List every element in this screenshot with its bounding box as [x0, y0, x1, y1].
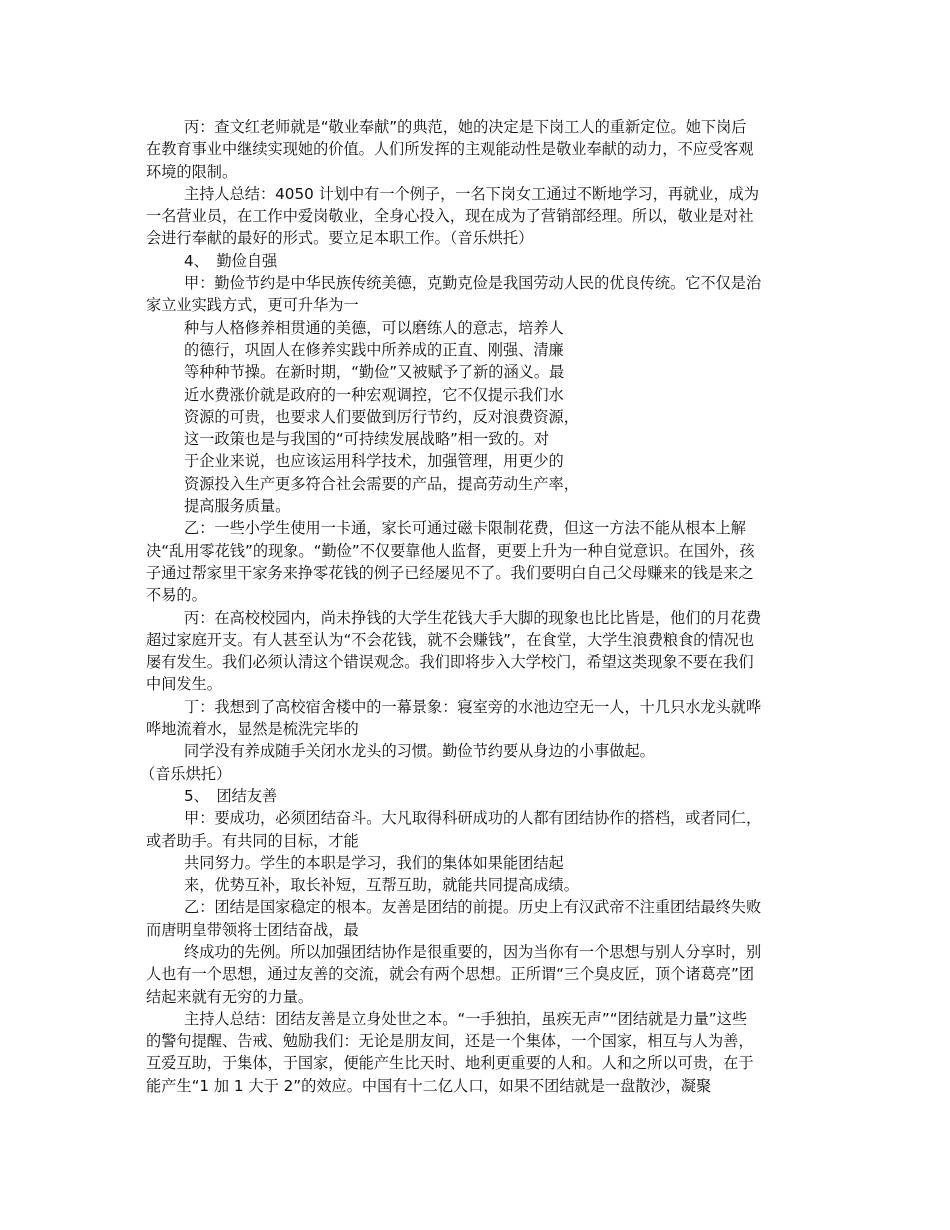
text-line: 能产生“1 加 1 大于 2”的效应。中国有十二亿人口，如果不团结就是一盘散沙，凝聚 — [146, 1076, 712, 1095]
text-line: 在教育事业中继续实现她的价值。人们所发挥的主观能动性是敬业奉献的动力，不应受客观 — [146, 140, 754, 159]
text-line: 丙：查文红老师就是“敬业奉献”的典范，她的决定是下岗工人的重新定位。她下岗后 — [184, 118, 747, 136]
text-line: 丙：在高校校园内，尚未挣钱的大学生花钱大手大脚的现象也比比皆是，他们的月花费 — [184, 608, 762, 627]
text-line: 提高服务质量。 — [184, 497, 291, 516]
text-line: 等种种节操。在新时期，“勤俭”又被赋予了新的涵义。最 — [184, 363, 565, 382]
text-line: 甲：要成功，必须团结奋斗。大凡取得科研成功的人都有团结协作的搭档，或者同仁， — [184, 809, 762, 828]
text-line: 家立业实践方式，更可升华为一 — [146, 296, 359, 315]
text-line: 哗地流着水，显然是梳洗完毕的 — [146, 720, 359, 739]
text-line: 乙：团结是国家稳定的根本。友善是团结的前提。历史上有汉武帝不注重团结最终失败 — [184, 898, 762, 917]
text-line: 中间发生。 — [146, 675, 222, 694]
text-line: 乙：一些小学生使用一卡通，家长可通过磁卡限制花费，但这一方法不能从根本上解 — [184, 519, 746, 538]
text-line: 而唐明皇带领将士团结奋战，最 — [146, 920, 359, 939]
text-line: 会进行奉献的最好的形式。要立足本职工作。（音乐烘托） — [146, 229, 534, 248]
text-line: 这一政策也是与我国的“可持续发展战略”相一致的。对 — [184, 430, 550, 449]
text-line: 互爱互助，于集体，于国家，便能产生比天时、地利更重要的人和。人和之所以可贵，在于 — [146, 1054, 754, 1073]
text-line: 屡有发生。我们必须认清这个错误观念。我们即将步入大学校门，希望这类现象不要在我们 — [146, 653, 754, 672]
text-line: 于企业来说，也应该运用科学技术，加强管理，用更少的 — [184, 452, 564, 471]
text-line: 5、 团结友善 — [184, 786, 278, 805]
text-line: 的警句提醒、告戒、勉励我们：无论是朋友间，还是一个集体，一个国家，相互与人为善， — [146, 1032, 754, 1051]
text-line: 共同努力。学生的本职是学习，我们的集体如果能团结起 — [184, 853, 564, 872]
text-line: 决“乱用零花钱”的现象。“勤俭”不仅要靠他人监督，更要上升为一种自觉意识。在国外，孩 — [146, 541, 755, 560]
text-line: 超过家庭开支。有人甚至认为“不会花钱，就不会赚钱”，在食堂，大学生浪费粮食的情况也 — [146, 630, 755, 649]
text-line: 近水费涨价就是政府的一种宏观调控，它不仅提示我们水 — [184, 385, 564, 404]
text-line: 主持人总结：团结友善是立身处世之本。“一手独拍，虽疾无声”“团结就是力量”这些 — [184, 1009, 748, 1028]
text-line: 终成功的先例。所以加强团结协作是很重要的，因为当你有一个思想与别人分享时，别 — [184, 942, 762, 961]
document-page — [140, 116, 810, 1097]
text-line: 丁：我想到了高校宿舍楼中的一幕景象：寝室旁的水池边空无一人，十几只水龙头就哗 — [184, 697, 762, 716]
text-line: 一名营业员，在工作中爱岗敬业，全身心投入，现在成为了营销部经理。所以，敬业是对社 — [146, 207, 754, 226]
text-line: 甲：勤俭节约是中华民族传统美德，克勤克俭是我国劳动人民的优良传统。它不仅是治 — [184, 274, 762, 293]
text-line: 资源的可贵，也要求人们要做到厉行节约，反对浪费资源， — [184, 407, 579, 426]
text-line: （音乐烘托） — [140, 764, 232, 783]
text-line: 结起来就有无穷的力量。 — [146, 987, 314, 1006]
text-line: 的德行，巩固人在修养实践中所养成的正直、刚强、清廉 — [184, 340, 564, 359]
text-line: 4、 勤俭自强 — [184, 251, 278, 270]
text-line: 或者助手。有共同的目标，才能 — [146, 831, 359, 850]
text-line: 不易的。 — [146, 586, 207, 605]
text-line: 同学没有养成随手关闭水龙头的习惯。勤俭节约要从身边的小事做起。 — [184, 742, 655, 761]
text-line: 人也有一个思想，通过友善的交流，就会有两个思想。正所谓“三个臭皮匠，顶个诸葛亮”团 — [146, 965, 755, 984]
text-line: 子通过帮家里干家务来挣零花钱的例子已经屡见不了。我们要明白自己父母赚来的钱是来之 — [146, 563, 754, 582]
text-line: 来，优势互补，取长补短，互帮互助，就能共同提高成绩。 — [184, 876, 579, 895]
text-line: 种与人格修养相贯通的美德，可以磨练人的意志，培养人 — [184, 318, 564, 337]
text-line: 主持人总结：4050 计划中有一个例子，一名下岗女工通过不断地学习，再就业，成为 — [184, 184, 760, 203]
text-line: 资源投入生产更多符合社会需要的产品，提高劳动生产率， — [184, 474, 579, 493]
text-line: 环境的限制。 — [146, 162, 238, 181]
